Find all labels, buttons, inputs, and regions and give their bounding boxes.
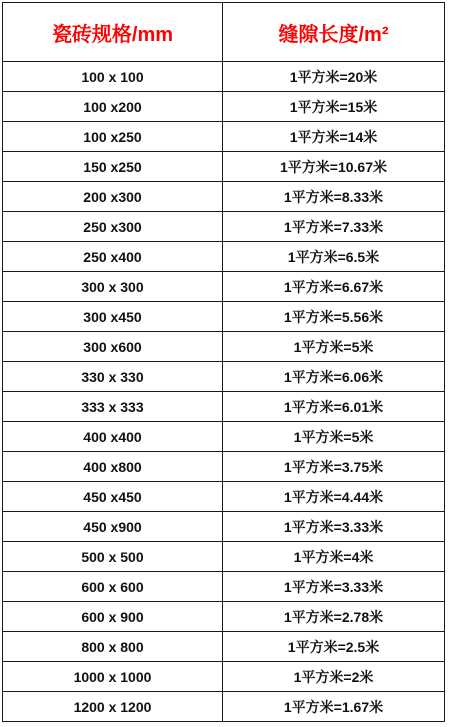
- table-row: [3, 632, 445, 662]
- gap-length-cell: 1平方米=4米: [223, 542, 445, 572]
- table-row: [3, 92, 445, 122]
- tile-size-cell: 1000 x 1000: [3, 662, 223, 692]
- table-row: [3, 272, 445, 302]
- table-row: [3, 692, 445, 722]
- tile-size-cell: 100 x250: [3, 122, 223, 152]
- table-row: [3, 182, 445, 212]
- table-row: [3, 122, 445, 152]
- gap-length-cell: 1平方米=3.75米: [223, 452, 445, 482]
- table-row: [3, 602, 445, 632]
- table-row: [3, 662, 445, 692]
- table-row: [3, 62, 445, 92]
- tile-size-cell: 300 x450: [3, 302, 223, 332]
- tile-size-cell: 500 x 500: [3, 542, 223, 572]
- tile-size-cell: 250 x400: [3, 242, 223, 272]
- gap-length-cell: 1平方米=3.33米: [223, 572, 445, 602]
- gap-length-cell: 1平方米=5米: [223, 422, 445, 452]
- tile-gap-table: [2, 2, 445, 722]
- tile-size-cell: 450 x900: [3, 512, 223, 542]
- gap-length-cell: 1平方米=2米: [223, 662, 445, 692]
- gap-length-cell: 1平方米=6.67米: [223, 272, 445, 302]
- table-row: [3, 362, 445, 392]
- tile-gap-table-container: [2, 2, 445, 722]
- gap-length-cell: 1平方米=14米: [223, 122, 445, 152]
- gap-length-cell: 1平方米=5米: [223, 332, 445, 362]
- gap-length-cell: 1平方米=10.67米: [223, 152, 445, 182]
- table-row: [3, 212, 445, 242]
- gap-length-cell: 1平方米=5.56米: [223, 302, 445, 332]
- table-row: [3, 422, 445, 452]
- tile-size-cell: 600 x 600: [3, 572, 223, 602]
- gap-length-cell: 1平方米=15米: [223, 92, 445, 122]
- header-tile-size: 瓷砖规格/mm: [3, 3, 223, 62]
- gap-length-cell: 1平方米=3.33米: [223, 512, 445, 542]
- gap-length-cell: 1平方米=20米: [223, 62, 445, 92]
- gap-length-cell: 1平方米=2.78米: [223, 602, 445, 632]
- tile-size-cell: 300 x 300: [3, 272, 223, 302]
- tile-size-cell: 100 x200: [3, 92, 223, 122]
- table-row: [3, 332, 445, 362]
- table-row: [3, 392, 445, 422]
- tile-size-cell: 100 x 100: [3, 62, 223, 92]
- table-body: [3, 62, 445, 722]
- tile-size-cell: 150 x250: [3, 152, 223, 182]
- header-gap-length: 缝隙长度/m²: [223, 3, 445, 62]
- gap-length-cell: 1平方米=6.5米: [223, 242, 445, 272]
- gap-length-cell: 1平方米=8.33米: [223, 182, 445, 212]
- tile-size-cell: 1200 x 1200: [3, 692, 223, 722]
- table-row: [3, 542, 445, 572]
- tile-size-cell: 450 x450: [3, 482, 223, 512]
- gap-length-cell: 1平方米=6.01米: [223, 392, 445, 422]
- gap-length-cell: 1平方米=2.5米: [223, 632, 445, 662]
- tile-size-cell: 300 x600: [3, 332, 223, 362]
- tile-size-cell: 330 x 330: [3, 362, 223, 392]
- table-row: [3, 452, 445, 482]
- tile-size-cell: 600 x 900: [3, 602, 223, 632]
- tile-size-cell: 250 x300: [3, 212, 223, 242]
- gap-length-cell: 1平方米=4.44米: [223, 482, 445, 512]
- gap-length-cell: 1平方米=1.67米: [223, 692, 445, 722]
- table-row: [3, 572, 445, 602]
- table-row: [3, 302, 445, 332]
- tile-size-cell: 200 x300: [3, 182, 223, 212]
- table-header: [3, 3, 445, 62]
- header-row: [3, 3, 445, 62]
- table-row: [3, 152, 445, 182]
- table-row: [3, 242, 445, 272]
- gap-length-cell: 1平方米=6.06米: [223, 362, 445, 392]
- gap-length-cell: 1平方米=7.33米: [223, 212, 445, 242]
- tile-size-cell: 400 x800: [3, 452, 223, 482]
- tile-size-cell: 800 x 800: [3, 632, 223, 662]
- table-row: [3, 482, 445, 512]
- tile-size-cell: 333 x 333: [3, 392, 223, 422]
- table-row: [3, 512, 445, 542]
- tile-size-cell: 400 x400: [3, 422, 223, 452]
